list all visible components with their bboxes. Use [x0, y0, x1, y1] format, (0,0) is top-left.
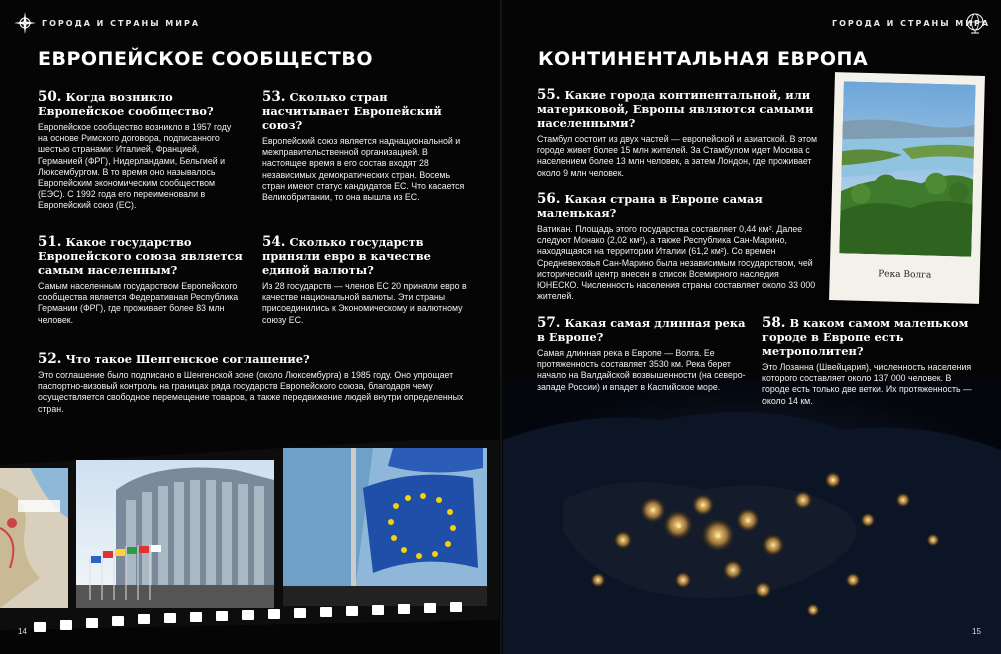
question-51-answer: Самым населенным государством Европейского сообщества является Федеративная Республика Германии (ФРГ), где проживает более 83 млн человек. — [38, 281, 239, 325]
question-50 — [38, 90, 243, 212]
question-56 — [537, 192, 822, 302]
question-54-answer: Из 28 государств — членов ЕС 20 приняли евро в качестве национальной валюты. Эти страны присоединились к Экономическому и валютному союзу ЕС. — [262, 281, 467, 325]
film-perforation — [164, 613, 176, 623]
question-57-heading: 57. Какая самая длинная река в Европе? — [537, 315, 746, 344]
question-51 — [38, 235, 243, 326]
volga-river-photo — [839, 81, 975, 256]
question-50-heading: 50. Когда возникло Европейское сообщество? — [38, 89, 214, 118]
map-photo — [0, 468, 68, 608]
question-53-heading: 53. Сколько стран насчитывает Европейский союз? — [262, 89, 442, 132]
europe-night-satellite-image — [503, 380, 1001, 654]
film-perforation — [60, 620, 72, 630]
film-perforation — [320, 607, 332, 617]
film-perforation — [424, 603, 436, 613]
question-53 — [262, 90, 470, 203]
film-perforation — [450, 602, 462, 612]
question-51-heading: 51. Какое государство Европейского союза является самым населенным? — [38, 234, 243, 277]
question-58 — [762, 316, 972, 407]
eu-flag-photo — [283, 448, 487, 606]
question-52 — [38, 352, 478, 415]
running-header-right: ГОРОДА И СТРАНЫ МИРА — [832, 19, 991, 28]
question-52-heading: 52. Что такое Шенгенское соглашение? — [38, 351, 310, 367]
section-title-continental-europe: КОНТИНЕНТАЛЬНАЯ ЕВРОПА — [538, 48, 869, 70]
question-55-answer: Стамбул состоит из двух частей — европейской и азиатской. В этом городе живет более 15 млн жителей. За Стамбулом идет Москва с населением более 13 млн человек, а затем Лондон, где проживает около 9 млн человек. — [537, 134, 818, 178]
film-perforation — [398, 604, 410, 614]
volga-photo-card — [829, 72, 985, 304]
question-54-heading: 54. Сколько государств приняли евро в качестве единой валюты? — [262, 234, 431, 277]
question-56-answer: Ватикан. Площадь этого государства составляет 0,44 км². Далее следуют Монако (2,02 км²), а также Республика Сан-Марино, находящаяся на территории Италии (61,2 км²). Со времен Средневековья Сан-Марино была независимым государством, чей исторический центр внесен в список Всемирного наследия ЮНЕСКО. Численность населения страны составляет около 33 000 жителей. — [537, 224, 816, 302]
film-perforation — [138, 614, 150, 624]
film-perforation — [86, 618, 98, 628]
parliament-building-photo — [76, 460, 274, 608]
film-perforation — [294, 608, 306, 618]
film-perforation — [372, 605, 384, 615]
globe-icon — [964, 12, 986, 34]
film-perforation — [190, 612, 202, 622]
question-53-answer: Европейский союз является наднациональной и межправительственной организацией. В настоящее время в его состав входят 28 независимых демократических стран. Восемь стран имеют статус кандидатов ЕС. Что касается Великобритании, то она вышла из ЕС. — [262, 136, 465, 203]
question-55 — [537, 88, 822, 179]
question-56-heading: 56. Какая страна в Европе самая маленькая? — [537, 191, 763, 220]
question-55-heading: 55. Какие города континентальной, или материковой, Европы являются самыми населенными? — [537, 87, 814, 130]
film-perforation — [34, 622, 46, 632]
film-perforation — [346, 606, 358, 616]
question-54 — [262, 235, 470, 326]
page-number-right: 15 — [972, 627, 981, 636]
film-strip — [0, 440, 500, 640]
film-perforation — [216, 611, 228, 621]
question-57 — [537, 316, 747, 393]
compass-icon — [14, 12, 36, 34]
question-58-answer: Это Лозанна (Швейцария), численность населения которого составляет около 137 000 человек. В городе есть только две ветки. Их протяженность — около 14 км. — [762, 362, 972, 406]
section-title-european-community: ЕВРОПЕЙСКОЕ СООБЩЕСТВО — [38, 48, 373, 70]
film-perforation — [112, 616, 124, 626]
question-50-answer: Европейское сообщество возникло в 1957 году на основе Римского договора, подписанного шестью странами: Италией, Францией, Германией (ФРГ), Нидерландами, Бельгией и Люксембургом. В то время оно называлось Европейским экономическим сообществом (ЕЭС). С 1992 года его переименовали в Европейский союз (ЕС). — [38, 122, 232, 211]
question-52-answer: Это соглашение было подписано в Шенгенской зоне (около Люксембурга) в 1985 году. Оно упрощает паспортно-визовый контроль на границах ряда государств Европейского союза, благодаря чему осуществляется свободное перемещение товаров, а также передвижение людей внутри определенных стран. — [38, 370, 464, 414]
page-number-left: 14 — [18, 627, 27, 636]
question-57-answer: Самая длинная река в Европе — Волга. Ее протяженность составляет 3530 км. Река берет начало на Валдайской возвышенности (на северо-западе России) и впадет в Каспийское море. — [537, 348, 746, 392]
running-header-left: ГОРОДА И СТРАНЫ МИРА — [42, 19, 201, 28]
volga-photo-caption: Река Волга — [878, 269, 932, 281]
film-perforation — [242, 610, 254, 620]
question-58-heading: 58. В каком самом маленьком городе в Европе есть метрополитен? — [762, 315, 969, 358]
film-perforation — [268, 609, 280, 619]
